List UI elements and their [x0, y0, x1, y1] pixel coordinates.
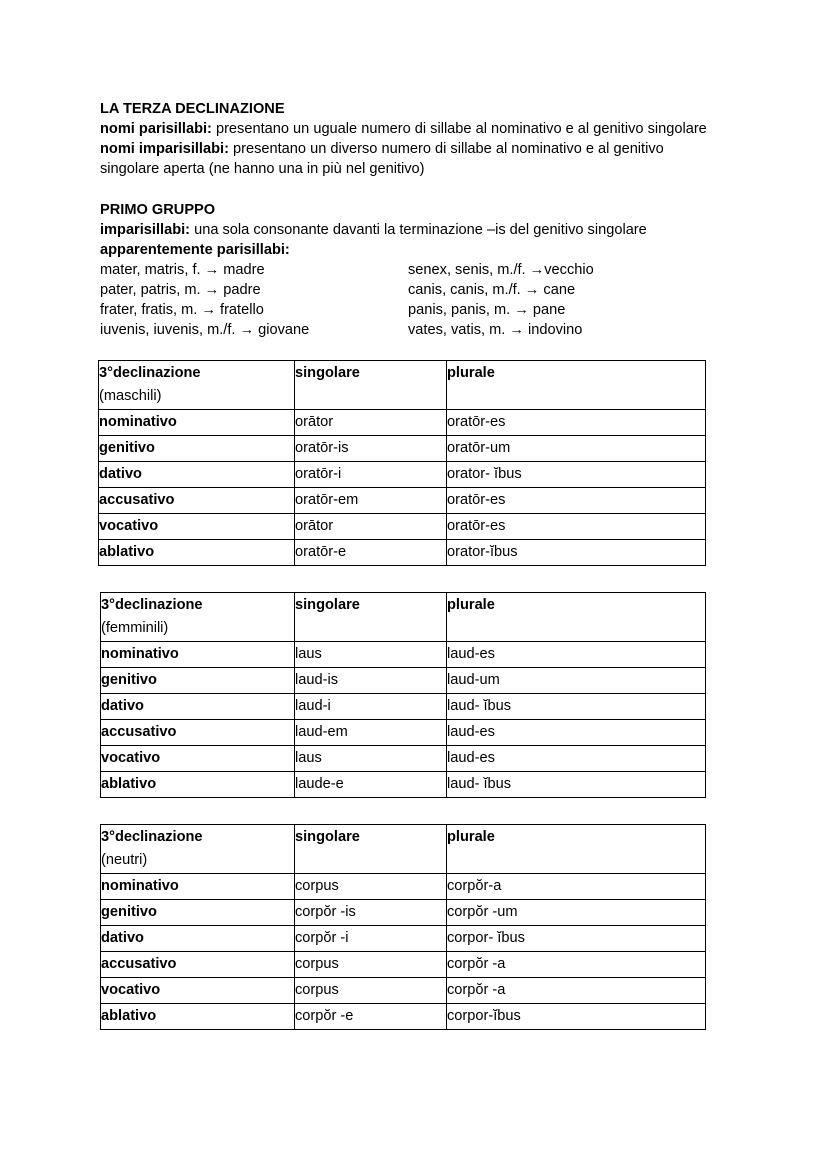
- table-row: [101, 642, 706, 668]
- singular-cell: laus: [295, 746, 447, 772]
- plural-cell: orator- ĭbus: [447, 462, 706, 488]
- table-row: [101, 900, 706, 926]
- table-row: [99, 488, 706, 514]
- primo-gruppo-imparisillabi-text: una sola consonante davanti la terminazione –is del genitivo singolare: [190, 222, 647, 238]
- case-cell: vocativo: [101, 746, 295, 772]
- primo-gruppo-imparisillabi: [100, 220, 647, 240]
- plural-cell: oratōr-um: [447, 436, 706, 462]
- table-header-cell: singolare: [295, 825, 447, 874]
- singular-cell: corpus: [295, 874, 447, 900]
- vocab-item: senex, senis, m./f. →vecchio: [408, 262, 594, 278]
- declension-table-neutri: [100, 824, 706, 1030]
- case-cell: nominativo: [99, 410, 295, 436]
- table-row: [101, 952, 706, 978]
- table-header-cell: plurale: [447, 361, 706, 410]
- plural-cell: corpor-ĭbus: [447, 1004, 706, 1030]
- parisillabi-text: presentano un uguale numero di sillabe al nominativo e al genitivo singolare: [211, 121, 707, 137]
- parisillabi-label: nomi parisillabi:: [100, 121, 212, 137]
- imparisillabi-text-line-1: presentano un diverso numero di sillabe al nominativo e al genitivo: [228, 141, 664, 157]
- table-row: [101, 746, 706, 772]
- case-cell: nominativo: [101, 642, 295, 668]
- plural-cell: orator-ĭbus: [447, 540, 706, 566]
- table-row: [101, 874, 706, 900]
- table-header-cell: plurale: [447, 825, 706, 874]
- table-row: [101, 978, 706, 1004]
- vocab-item: frater, fratis, m. → fratello: [100, 302, 264, 318]
- case-cell: accusativo: [101, 720, 295, 746]
- table-row: [101, 694, 706, 720]
- plural-cell: laud- ĭbus: [447, 772, 706, 798]
- plural-cell: oratōr-es: [447, 488, 706, 514]
- plural-cell: corpŏr -um: [447, 900, 706, 926]
- declension-table-maschili: [98, 360, 706, 566]
- parisillabi-definition: [100, 119, 707, 139]
- imparisillabi-label: nomi imparisillabi:: [100, 141, 229, 157]
- imparisillabi-definition: [100, 139, 664, 159]
- singular-cell: oratōr-e: [295, 540, 447, 566]
- page-title: LA TERZA DECLINAZIONE: [100, 101, 285, 117]
- plural-cell: corpŏr -a: [447, 952, 706, 978]
- case-cell: nominativo: [101, 874, 295, 900]
- plural-cell: oratōr-es: [447, 514, 706, 540]
- case-cell: dativo: [101, 694, 295, 720]
- singular-cell: laude-e: [295, 772, 447, 798]
- table-row: [101, 926, 706, 952]
- table-row: [101, 772, 706, 798]
- singular-cell: corpŏr -i: [295, 926, 447, 952]
- case-cell: accusativo: [101, 952, 295, 978]
- plural-cell: laud- ĭbus: [447, 694, 706, 720]
- apparentemente-parisillabi-label: apparentemente parisillabi:: [100, 242, 290, 258]
- singular-cell: orātor: [295, 410, 447, 436]
- table-header-cell: singolare: [295, 361, 447, 410]
- plural-cell: laud-um: [447, 668, 706, 694]
- case-cell: genitivo: [99, 436, 295, 462]
- table-row: [99, 410, 706, 436]
- case-cell: genitivo: [101, 900, 295, 926]
- table-row: [101, 668, 706, 694]
- singular-cell: corpus: [295, 952, 447, 978]
- vocab-item: vates, vatis, m. → indovino: [408, 322, 583, 338]
- plural-cell: laud-es: [447, 720, 706, 746]
- case-cell: ablativo: [101, 772, 295, 798]
- table-header-cell: 3°declinazione (maschili): [99, 361, 295, 410]
- case-cell: accusativo: [99, 488, 295, 514]
- table-row: [99, 436, 706, 462]
- singular-cell: laus: [295, 642, 447, 668]
- case-cell: ablativo: [101, 1004, 295, 1030]
- case-cell: dativo: [101, 926, 295, 952]
- table-header-row: [101, 825, 706, 874]
- table-row: [101, 720, 706, 746]
- case-cell: ablativo: [99, 540, 295, 566]
- plural-cell: laud-es: [447, 642, 706, 668]
- singular-cell: laud-is: [295, 668, 447, 694]
- table-row: [99, 514, 706, 540]
- table-header-row: [101, 593, 706, 642]
- table-header-row: [99, 361, 706, 410]
- table-row: [99, 462, 706, 488]
- section-title-primo-gruppo: PRIMO GRUPPO: [100, 202, 216, 218]
- vocab-item: canis, canis, m./f. → cane: [408, 282, 576, 298]
- vocab-item: panis, panis, m. → pane: [408, 302, 566, 318]
- imparisillabi-text-line-2: singolare aperta (ne hanno una in più nel genitivo): [100, 161, 425, 177]
- table-header-cell: 3°declinazione (neutri): [101, 825, 295, 874]
- case-cell: vocativo: [101, 978, 295, 1004]
- plural-cell: corpor- ĭbus: [447, 926, 706, 952]
- vocab-item: mater, matris, f. → madre: [100, 262, 265, 278]
- table-row: [101, 1004, 706, 1030]
- plural-cell: oratōr-es: [447, 410, 706, 436]
- vocab-item: pater, patris, m. → padre: [100, 282, 261, 298]
- plural-cell: corpŏr-a: [447, 874, 706, 900]
- case-cell: dativo: [99, 462, 295, 488]
- table-header-cell: plurale: [447, 593, 706, 642]
- singular-cell: oratōr-em: [295, 488, 447, 514]
- singular-cell: corpŏr -is: [295, 900, 447, 926]
- primo-gruppo-imparisillabi-label: imparisillabi:: [100, 222, 191, 238]
- table-header-cell: singolare: [295, 593, 447, 642]
- singular-cell: laud-em: [295, 720, 447, 746]
- singular-cell: oratōr-is: [295, 436, 447, 462]
- singular-cell: corpus: [295, 978, 447, 1004]
- declension-table-femminili: [100, 592, 706, 798]
- vocab-item: iuvenis, iuvenis, m./f. → giovane: [100, 322, 310, 338]
- plural-cell: corpŏr -a: [447, 978, 706, 1004]
- singular-cell: orātor: [295, 514, 447, 540]
- singular-cell: corpŏr -e: [295, 1004, 447, 1030]
- case-cell: genitivo: [101, 668, 295, 694]
- case-cell: vocativo: [99, 514, 295, 540]
- table-row: [99, 540, 706, 566]
- singular-cell: oratōr-i: [295, 462, 447, 488]
- table-header-cell: 3°declinazione (femminili): [101, 593, 295, 642]
- plural-cell: laud-es: [447, 746, 706, 772]
- singular-cell: laud-i: [295, 694, 447, 720]
